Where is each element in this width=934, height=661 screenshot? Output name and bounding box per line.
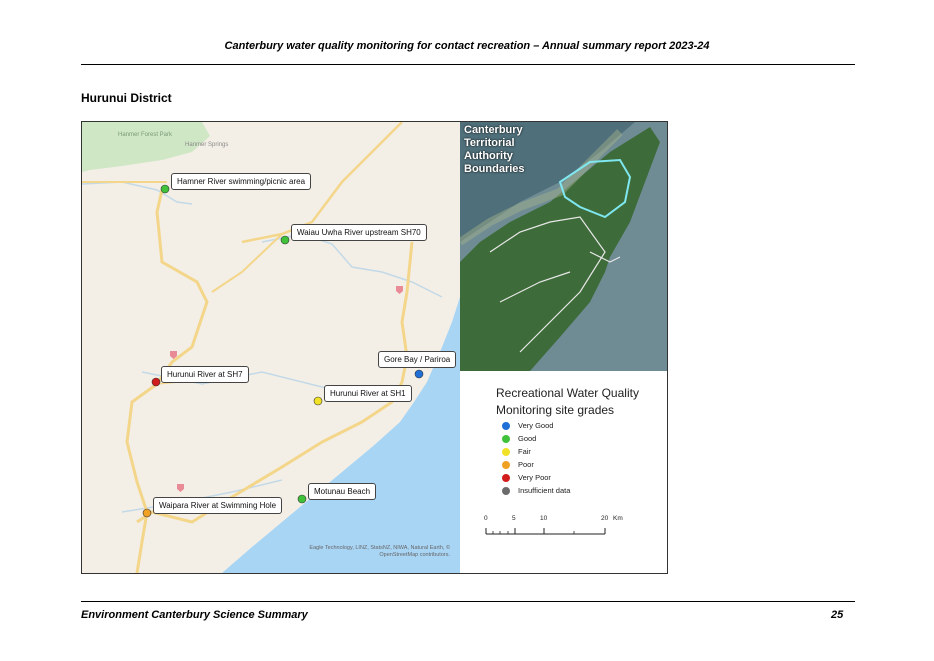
very-poor-dot-icon xyxy=(502,474,510,482)
inset-title-line2: Territorial xyxy=(464,137,515,149)
scale-unit: Km xyxy=(613,515,623,522)
page-number: 25 xyxy=(831,609,844,621)
fair-dot-icon xyxy=(502,448,510,456)
scale-tick-5: 5 xyxy=(512,515,516,522)
legend-label: Very Good xyxy=(518,421,554,430)
legend-label: Insufficient data xyxy=(518,486,571,495)
scale-tick-10: 10 xyxy=(540,515,548,522)
legend-title-line2: Monitoring site grades xyxy=(496,403,615,417)
header-rule xyxy=(81,64,855,65)
running-header: Canterbury water quality monitoring for contact recreation – Annual summary report 2023-24 xyxy=(224,40,710,52)
footer-title: Environment Canterbury Science Summary xyxy=(81,609,308,621)
good-dot-icon xyxy=(502,435,510,443)
map-credit xyxy=(309,545,450,559)
site-label-hamner: Hamner River swimming/picnic area xyxy=(171,173,311,190)
poor-dot-icon xyxy=(502,461,510,469)
legend-label: Good xyxy=(518,434,537,443)
section-title: Hurunui District xyxy=(81,91,172,105)
site-label-gore-bay: Gore Bay / Pariroa xyxy=(378,351,456,368)
very-good-dot-icon xyxy=(502,422,510,430)
site-label-hurunui-sh7: Hurunui River at SH7 xyxy=(161,366,249,383)
map-credit-line1: Eagle Technology, LINZ, StatsNZ, NIWA, Natural Earth, © xyxy=(309,545,450,551)
legend-label: Poor xyxy=(518,460,534,469)
site-label-hurunui-sh1: Hurunui River at SH1 xyxy=(324,385,412,402)
insufficient-dot-icon xyxy=(502,487,510,495)
site-label-motunau: Motunau Beach xyxy=(308,483,376,500)
legend-label: Fair xyxy=(518,447,531,456)
inset-title xyxy=(464,124,525,176)
scale-bar xyxy=(484,515,623,539)
map-figure xyxy=(81,121,668,574)
map-credit-line2: OpenStreetMap contributors. xyxy=(379,552,450,558)
scale-tick-20: 20 xyxy=(601,515,609,522)
legend-label: Very Poor xyxy=(518,473,551,482)
inset-title-line4: Boundaries xyxy=(464,163,525,175)
place-label-forest-park: Hanmer Forest Park xyxy=(118,132,173,138)
legend-title-line1: Recreational Water Quality xyxy=(496,386,639,400)
legend xyxy=(460,371,668,573)
inset-title-line1: Canterbury xyxy=(464,124,523,136)
site-label-waiau: Waiau Uwha River upstream SH70 xyxy=(291,224,427,241)
place-label-hanmer: Hanmer Springs xyxy=(185,142,229,148)
scale-tick-0: 0 xyxy=(484,515,488,522)
inset-title-line3: Authority xyxy=(464,150,513,162)
footer-rule xyxy=(81,601,855,602)
legend-title xyxy=(496,385,639,419)
district-map xyxy=(82,122,460,573)
inset-map xyxy=(460,122,668,371)
scale-graphic xyxy=(484,524,614,538)
site-label-waipara: Waipara River at Swimming Hole xyxy=(153,497,282,514)
